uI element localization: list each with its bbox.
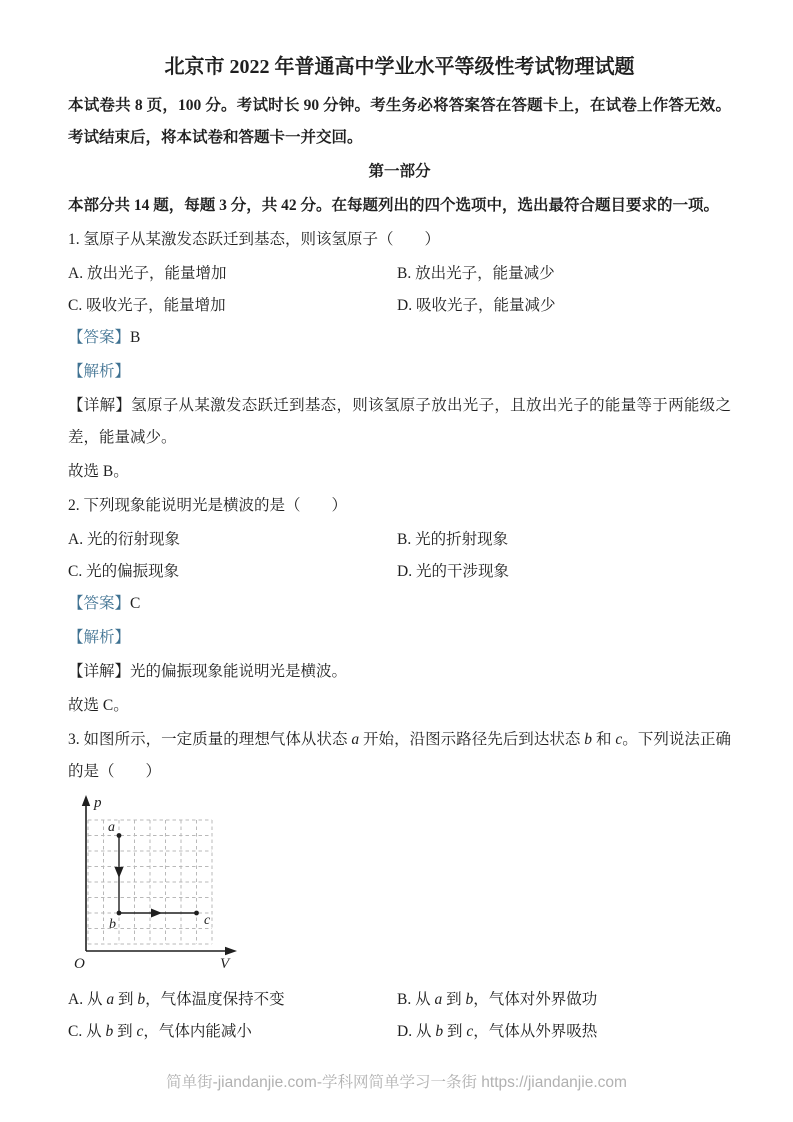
question-2-conclusion: 故选 C。 — [68, 697, 129, 714]
arrow-down-icon — [115, 867, 124, 878]
exam-intro: 本试卷共 8 页，100 分。考试时长 90 分钟。考生务必将答案答在答题卡上，在试卷上作答无效。考试结束后，将本试卷和答题卡一并交回。 — [68, 97, 731, 146]
watermark-footer: 简单街-jiandanjie.com-学科网简单学习一条街 https://jiandanjie.com — [166, 1074, 627, 1091]
detail-label: 【详解】 — [68, 397, 132, 414]
question-3-option-c: C. 从 b 到 c，气体内能减小 — [68, 1023, 252, 1040]
question-1-analysis-line — [68, 356, 731, 388]
point-c-label: c — [204, 913, 211, 928]
question-1-answer-line — [68, 322, 731, 354]
answer-label: 【答案】 — [68, 329, 131, 346]
figure-xlabel: V — [220, 956, 230, 972]
question-3-stem: 3. 如图所示，一定质量的理想气体从状态 a 开始，沿图示路径先后到达状态 b 和 c。下列说法正确的是（ ） — [68, 731, 731, 780]
question-2-option-b: B. 光的折射现象 — [397, 531, 509, 548]
question-1-option-c: C. 吸收光子，能量增加 — [68, 297, 226, 314]
question-2-option-c: C. 光的偏振现象 — [68, 563, 180, 580]
arrow-right-icon — [151, 909, 162, 918]
y-axis-arrow-icon — [82, 795, 90, 806]
question-2-options — [68, 524, 731, 588]
analysis-label: 【解析】 — [68, 363, 131, 380]
question-2-analysis-line — [68, 622, 731, 654]
question-2-option-a: A. 光的衍射现象 — [68, 531, 180, 548]
question-1-option-a: A. 放出光子，能量增加 — [68, 265, 227, 282]
detail-label: 【详解】 — [68, 663, 131, 680]
question-1-answer: B — [130, 329, 141, 346]
question-1 — [68, 224, 731, 488]
page-title: 北京市 2022 年普通高中学业水平等级性考试物理试题 — [164, 56, 635, 78]
section-heading: 第一部分 — [368, 163, 431, 180]
question-2 — [68, 490, 731, 722]
pv-diagram-figure — [74, 794, 731, 980]
question-3-option-d: D. 从 b 到 c，气体从外界吸热 — [397, 1023, 598, 1040]
question-2-stem: 2. 下列现象能说明光是横波的是（ ） — [68, 497, 348, 514]
question-1-option-b: B. 放出光子，能量减少 — [397, 265, 555, 282]
question-2-detail — [68, 656, 731, 688]
question-1-stem: 1. 氢原子从某激发态跃迁到基态，则该氢原子（ ） — [68, 231, 441, 248]
figure-origin-label: O — [74, 956, 85, 972]
question-3 — [68, 724, 731, 1048]
question-3-option-a: A. 从 a 到 b，气体温度保持不变 — [68, 991, 285, 1008]
point-a-label: a — [108, 820, 115, 835]
x-axis-arrow-icon — [225, 947, 237, 955]
answer-label: 【答案】 — [68, 595, 131, 612]
figure-ylabel: p — [94, 795, 102, 811]
point-c — [194, 911, 199, 916]
pv-diagram-svg — [74, 794, 249, 978]
question-2-detail-text: 光的偏振现象能说明光是横波。 — [130, 663, 348, 680]
question-1-conclusion: 故选 B。 — [68, 463, 129, 480]
question-2-option-d: D. 光的干涉现象 — [397, 563, 509, 580]
question-2-answer-line — [68, 588, 731, 620]
point-b-label: b — [109, 917, 116, 932]
process-path — [119, 836, 197, 914]
question-1-option-d: D. 吸收光子，能量减少 — [397, 297, 556, 314]
question-3-option-b: B. 从 a 到 b，气体对外界做功 — [397, 991, 598, 1008]
grid-lines — [88, 820, 212, 944]
point-b — [117, 911, 122, 916]
question-2-answer: C — [130, 595, 141, 612]
point-a — [117, 833, 122, 838]
question-1-detail-text: 氢原子从某激发态跃迁到基态，则该氢原子放出光子，且放出光子的能量等于两能级之差，能量减少。 — [68, 397, 731, 446]
question-3-options — [68, 984, 731, 1048]
question-1-detail — [68, 390, 731, 454]
question-1-options — [68, 258, 731, 322]
section-instructions: 本部分共 14 题，每题 3 分，共 42 分。在每题列出的四个选项中，选出最符合题目要求的一项。 — [68, 197, 720, 214]
analysis-label: 【解析】 — [68, 629, 131, 646]
